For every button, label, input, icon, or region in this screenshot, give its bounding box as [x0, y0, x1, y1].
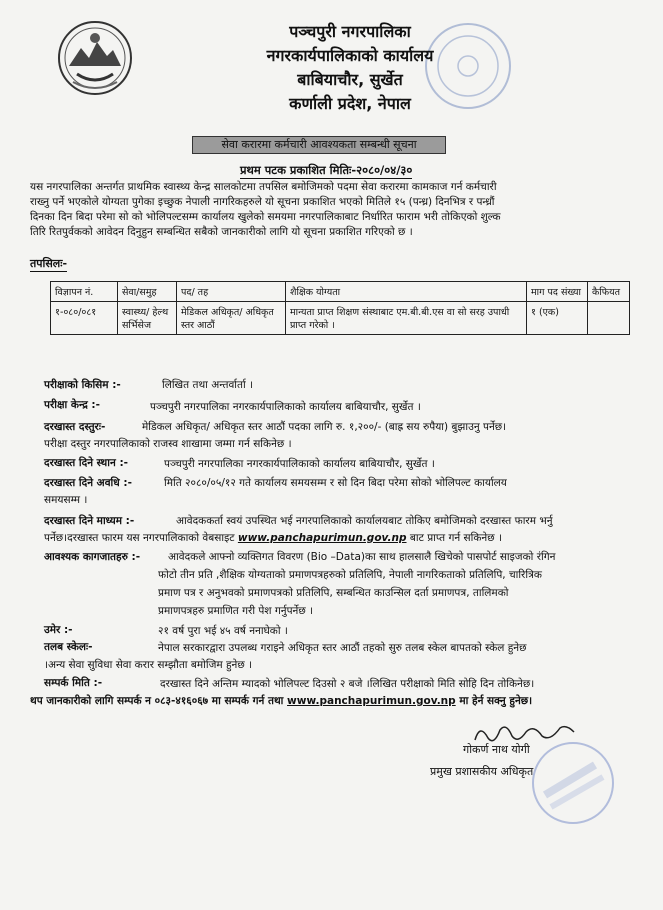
medium-value-cont — [44, 531, 502, 545]
documents-value: प्रमाणपत्रहरु प्रमाणित गरी पेश गर्नुपर्नेछ । — [158, 605, 314, 617]
deadline-value: मिति २०८०/०५/१२ गते कार्यालय समयसम्म र सो दिन बिदा परेमा सोको भोलिपल्ट कार्यालय — [164, 477, 507, 489]
medium-text: पर्नेछ।दरखास्त फारम यस नगरपालिकाको वेबसाइट — [44, 532, 235, 544]
publish-date: प्रथम पटक प्रकाशित मितिः-२०८०/०४/३० — [240, 163, 413, 177]
vacancy-table — [50, 281, 630, 335]
body-line: दिनका दिन बिदा परेमा सो को भोलिपल्टसम्म कार्यालय खुलेको समयमा नगरपालिकाबाट निर्धारित फाराम भरी तोकिएको शुल्क — [30, 211, 501, 223]
age-value: २१ वर्ष पुरा भई ४५ वर्ष ननाघेको । — [158, 625, 288, 637]
details-heading: तपसिलः- — [30, 257, 68, 270]
col-header: पद/ तह — [177, 282, 286, 302]
more-info-text: थप जानकारीको लागि सम्पर्क न ०८३-४१६०६७ मा सम्पर्क गर्न तथा — [30, 695, 284, 707]
signatory-name: गोकर्ण नाथ योगी — [463, 743, 530, 756]
col-header: शैक्षिक योग्यता — [286, 282, 527, 302]
age-label: उमेर :- — [44, 624, 73, 636]
website-link[interactable]: www.panchapurimun.gov.np — [287, 695, 456, 707]
exam-center-label: परीक्षा केन्द्र :- — [44, 399, 100, 411]
official-stamp-icon — [525, 735, 620, 830]
contact-date-value: दरखास्त दिने अन्तिम म्यादको भोलिपल्ट दिउसो २ बजे ।लिखित परीक्षाको मिति सोहि दिन तोकिनेछ। — [160, 678, 535, 690]
submit-place-value: पञ्चपुरी नगरपालिका नगरकार्यपालिकाको कार्यालय बाबियाचौर, सुर्खेत । — [164, 458, 435, 470]
table-header-row — [51, 282, 630, 302]
exam-center-value: पञ्चपुरी नगरपालिका नगरकार्यपालिकाको कार्यालय बाबियाचौर, सुर्खेत । — [150, 401, 421, 413]
exam-type-value: लिखित तथा अन्तर्वार्ता । — [162, 379, 254, 391]
col-header: माग पद संख्या — [527, 282, 588, 302]
table-cell: स्वास्थ्य/ हेल्थ सर्भिसेज — [118, 302, 177, 335]
table-cell: मान्यता प्राप्त शिक्षण संस्थाबाट एम.बी.बी.एस वा सो सरह उपाधी प्राप्त गरेको । — [286, 302, 527, 335]
notice-body — [30, 180, 630, 240]
medium-text-end: बाट प्राप्त गर्न सकिनेछ । — [409, 532, 502, 544]
medium-value: आवेदककर्ता स्वयं उपस्थित भई नगरपालिकाको कार्यालयबाट तोकिए बमोजिमको दरखास्त फारम भर्नु — [176, 515, 553, 527]
exam-type-label: परीक्षाको किसिम :- — [44, 379, 121, 391]
more-info — [30, 694, 532, 708]
documents-value: आवेदकले आफ्नो व्यक्तिगत विवरण (Bio –Data)का साथ हालसालै खिचेको पासपोर्ट साइजको रंगिन — [168, 551, 556, 563]
table-cell: १-०८०/०८१ — [51, 302, 118, 335]
salary-value: नेपाल सरकारद्वारा उपलब्ध गराइने अधिकृत स्तर आठौं तहको सुरु तलब स्केल बापतको स्केल हुनेछ — [158, 642, 527, 654]
fee-note: परीक्षा दस्तुर नगरपालिकाको राजस्व शाखामा जम्मा गर्न सकिनेछ । — [44, 438, 292, 450]
fee-value: मेडिकल अधिकृत/ अधिकृत स्तर आठौं पदका लागि रु. १,२००/- (बाह्र सय रुपैया) बुझाउनु पर्नेछ। — [142, 421, 507, 433]
more-info-text-end: मा हेर्न सक्नु हुनेछ। — [459, 695, 533, 707]
table-cell: मेडिकल अधिकृत/ अधिकृत स्तर आठौं — [177, 302, 286, 335]
documents-value: प्रमाण पत्र र अनुभवको प्रमाणपत्रको प्रतिलिपि, सम्बन्धित काउन्सिल दर्ता प्रमाणपत्र, तालिमको — [158, 587, 509, 599]
body-line: राख्नु पर्ने भएकोले योग्यता पुगेका इच्छुक नेपाली नागरिकहरुले यो सूचना प्रकाशित भएको मितिले १५ (पन्ध्र) दिनभित्र र पन्ध्रौं — [30, 196, 495, 208]
nepal-emblem-icon — [55, 18, 135, 98]
body-line: तिरि रितपुर्वकको आवेदन दिनुहुन सम्बन्धित सबैको जानकारीको लागि यो सूचना प्रकाशित गरिएको छ । — [30, 226, 413, 238]
municipality-name: पञ्चपुरी नगरपालिका — [289, 22, 411, 41]
submit-place-label: दरखास्त दिने स्थान :- — [44, 457, 129, 469]
table-row — [51, 302, 630, 335]
table-cell: १ (एक) — [527, 302, 588, 335]
office-address: बाबियाचौर, सुर्खेत — [297, 70, 403, 89]
fee-label: दरखास्त दस्तुरः- — [44, 421, 106, 433]
deadline-label: दरखास्त दिने अवधि :- — [44, 477, 132, 489]
col-header: विज्ञापन नं. — [51, 282, 118, 302]
province-name: कर्णाली प्रदेश, नेपाल — [289, 94, 411, 113]
signatory-title: प्रमुख प्रशासकीय अधिकृत — [430, 765, 534, 778]
documents-label: आवश्यक कागजातहरु :- — [44, 551, 141, 563]
table-cell — [588, 302, 630, 335]
contact-date-label: सम्पर्क मिति :- — [44, 677, 103, 689]
body-line: यस नगरपालिका अन्तर्गत प्राथमिक स्वास्थ्य केन्द्र सालकोटमा तपसिल बमोजिमको पदमा सेवा करारमा कामकाज गर्न कर्मचारी — [30, 181, 497, 193]
medium-label: दरखास्त दिने माध्यम :- — [44, 515, 135, 527]
salary-value-cont: ।अन्य सेवा सुविधा सेवा करार सम्झौता बमोजिम हुनेछ । — [44, 659, 253, 671]
notice-title: सेवा करारमा कर्मचारी आवश्यकता सम्बन्धी सूचना — [192, 136, 446, 154]
col-header: कैफियत — [588, 282, 630, 302]
website-link[interactable]: www.panchapurimun.gov.np — [237, 532, 407, 544]
documents-value: फोटो तीन प्रति ,शैक्षिक योग्यताको प्रमाणपत्रहरुको प्रतिलिपि, नेपाली नागरिकताको प्रतिलिपि, चारित्रिक — [158, 569, 542, 581]
deadline-value-cont: समयसम्म । — [44, 494, 88, 506]
office-name: नगरकार्यपालिकाको कार्यालय — [266, 46, 434, 65]
col-header: सेवा/समुह — [118, 282, 177, 302]
salary-label: तलब स्केलः- — [44, 641, 93, 653]
